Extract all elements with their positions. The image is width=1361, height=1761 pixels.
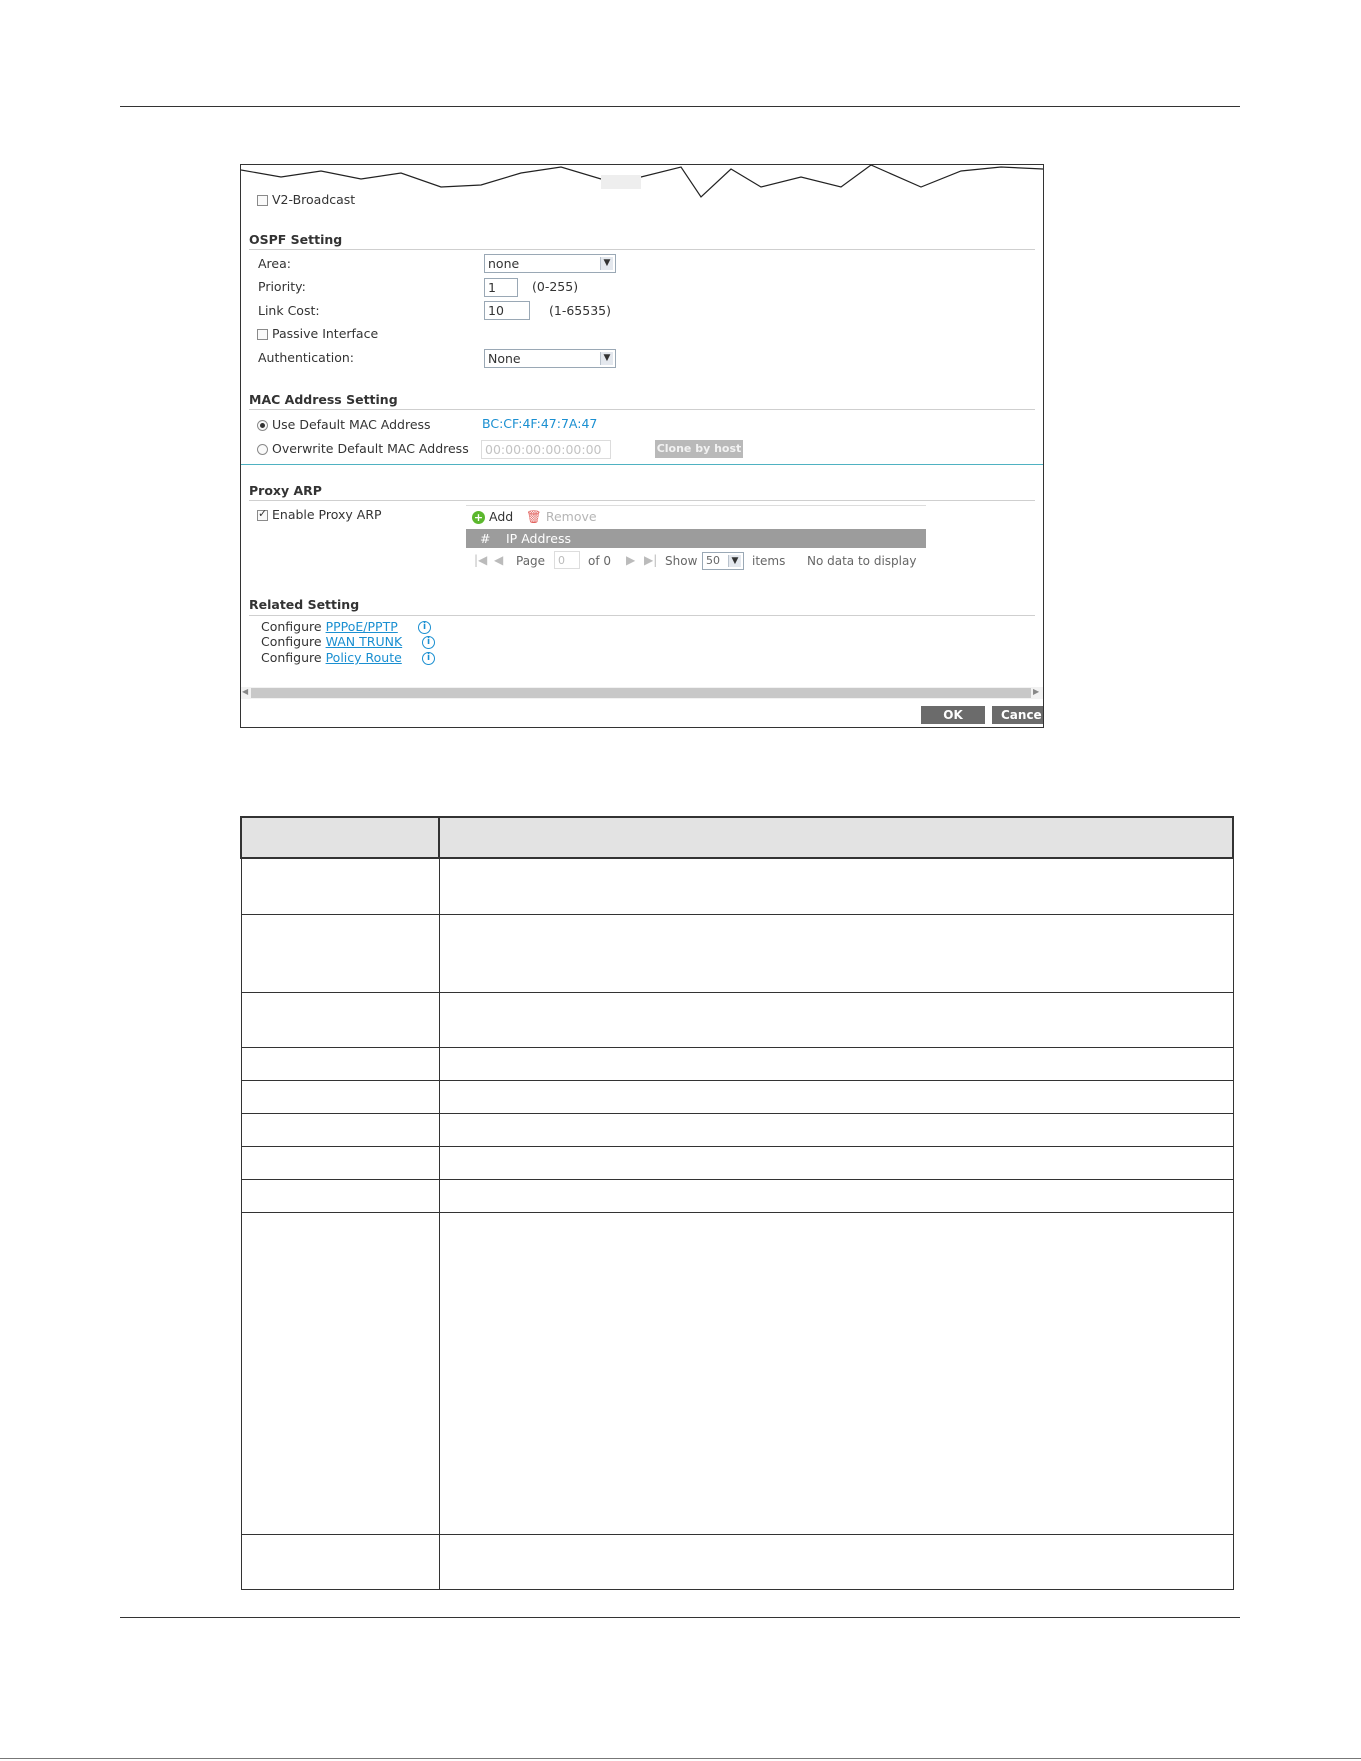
related-divider — [249, 615, 1035, 616]
chevron-down-icon: ▼ — [728, 555, 741, 567]
header-rule — [120, 106, 1240, 107]
configure-policy-route-row — [261, 650, 402, 665]
wan-trunk-link[interactable]: WAN TRUNK — [325, 634, 403, 649]
show-label: Show — [665, 554, 698, 568]
plus-circle-icon: + — [473, 511, 484, 524]
table-header-row — [241, 817, 1233, 858]
torn-edge — [241, 165, 1043, 201]
table-row — [241, 1212, 1233, 1534]
label-column-header — [241, 817, 439, 858]
first-page-icon[interactable]: |◀ — [474, 553, 488, 567]
enable-proxy-arp-checkbox[interactable] — [257, 510, 268, 521]
col-ip-address[interactable]: IP Address — [506, 531, 571, 546]
authentication-label: Authentication: — [258, 350, 354, 365]
bottom-rule — [0, 1758, 1361, 1759]
mac-divider — [249, 409, 1035, 410]
add-button[interactable] — [472, 509, 513, 524]
chevron-down-icon: ▼ — [600, 352, 613, 365]
remove-label: Remove — [545, 509, 597, 524]
info-icon[interactable]: i — [422, 652, 435, 665]
default-mac-value: BC:CF:4F:47:7A:47 — [482, 416, 598, 431]
pppoe-pptp-link[interactable]: PPPoE/PPTP — [325, 619, 398, 634]
ospf-setting-title: OSPF Setting — [249, 232, 343, 247]
table-row — [241, 1179, 1233, 1212]
info-icon[interactable]: i — [422, 636, 435, 649]
remove-button[interactable] — [526, 509, 597, 525]
description-table — [240, 816, 1234, 1590]
items-label: items — [752, 554, 786, 568]
table-row — [241, 992, 1233, 1047]
table-row — [241, 1113, 1233, 1146]
overwrite-mac-radio[interactable] — [257, 444, 268, 455]
proxy-arp-title: Proxy ARP — [249, 483, 322, 498]
table-row — [241, 1047, 1233, 1080]
teal-divider — [241, 464, 1043, 465]
area-select[interactable] — [484, 254, 616, 273]
scroll-left-icon[interactable]: ◀ — [242, 687, 249, 696]
enable-proxy-arp-label: Enable Proxy ARP — [272, 507, 382, 522]
configure-wan-trunk-row — [261, 634, 402, 649]
table-row — [241, 1080, 1233, 1113]
table-row — [241, 1534, 1233, 1589]
footer-rule — [120, 1617, 1240, 1618]
no-data-label: No data to display — [807, 554, 917, 568]
mac-address-setting-title: MAC Address Setting — [249, 392, 398, 407]
link-cost-range: (1-65535) — [549, 303, 611, 318]
link-cost-label: Link Cost: — [258, 303, 320, 318]
configure-label: Configure — [261, 650, 322, 665]
v2-broadcast-label: V2-Broadcast — [272, 192, 356, 207]
proxy-arp-divider — [249, 500, 1035, 501]
use-default-mac-label: Use Default MAC Address — [272, 417, 431, 432]
page-input[interactable]: 0 — [554, 551, 580, 569]
authentication-select[interactable] — [484, 349, 616, 368]
policy-route-link[interactable]: Policy Route — [325, 650, 402, 665]
last-page-icon[interactable]: ▶| — [644, 553, 658, 567]
priority-range: (0-255) — [532, 279, 579, 294]
v2-broadcast-checkbox[interactable] — [257, 195, 268, 206]
cancel-button[interactable]: Cance — [992, 706, 1044, 724]
scroll-right-icon[interactable]: ▶ — [1033, 687, 1040, 696]
priority-label: Priority: — [258, 279, 306, 294]
ospf-divider — [249, 249, 1035, 250]
passive-interface-checbox[interactable] — [257, 329, 268, 340]
use-default-mac-radio[interactable] — [257, 420, 268, 431]
configure-pppoe-row — [261, 619, 398, 634]
table-row — [241, 914, 1233, 992]
overwrite-mac-label: Overwrite Default MAC Address — [272, 441, 469, 456]
trash-icon: 🗑 — [526, 509, 542, 524]
clone-by-host-button[interactable]: Clone by host — [655, 440, 743, 458]
priority-input[interactable]: 1 — [484, 278, 518, 297]
next-page-icon[interactable]: ▶ — [626, 553, 636, 567]
table-row — [241, 1146, 1233, 1179]
overwrite-mac-input[interactable]: 00:00:00:00:00:00 — [481, 440, 611, 459]
related-setting-title: Related Setting — [249, 597, 360, 612]
passive-interface-label: Passive Interface — [272, 326, 379, 341]
prev-page-icon[interactable]: ◀ — [494, 553, 504, 567]
scrollbar-thumb[interactable] — [251, 688, 1031, 698]
ok-button[interactable]: OK — [921, 706, 985, 724]
configure-label: Configure — [261, 619, 322, 634]
show-select[interactable] — [702, 552, 744, 570]
info-icon[interactable]: i — [418, 621, 431, 634]
configure-label: Configure — [261, 634, 322, 649]
area-label: Area: — [258, 256, 291, 271]
area-select-value: none — [488, 256, 520, 271]
table-row — [241, 858, 1233, 914]
add-label: Add — [488, 509, 514, 524]
authentication-select-value: None — [488, 351, 521, 366]
chevron-down-icon: ▼ — [600, 257, 613, 270]
of-pages-label: of 0 — [588, 554, 612, 568]
interface-settings-screenshot — [240, 164, 1044, 728]
description-column-header — [439, 817, 1233, 858]
pager — [466, 550, 926, 572]
page-label: Page — [516, 554, 546, 568]
show-select-value: 50 — [706, 554, 720, 567]
horizontal-scrollbar[interactable] — [241, 687, 1043, 699]
link-cost-input[interactable]: 10 — [484, 301, 530, 320]
table-header-row — [466, 529, 926, 548]
proxy-arp-table — [466, 505, 926, 572]
col-hash: # — [480, 531, 491, 546]
